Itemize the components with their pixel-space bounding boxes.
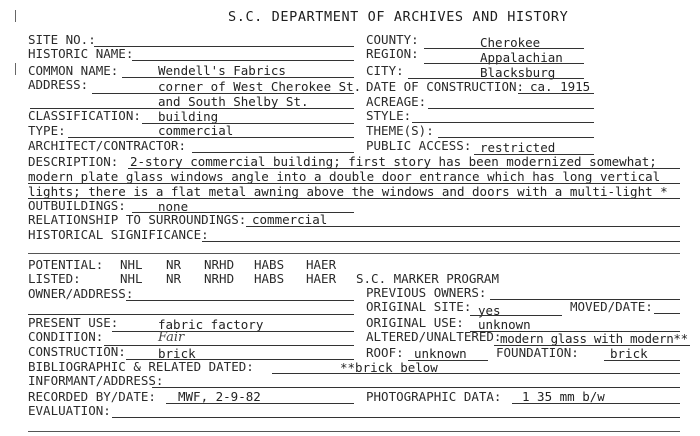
architect-label: ARCHITECT/CONTRACTOR: — [28, 138, 187, 153]
owner-label: OWNER/ADDRESS: — [28, 286, 134, 301]
date-of-construction-value: ca. 1915 — [530, 79, 591, 94]
listed-habs: HABS — [254, 271, 285, 286]
region-value: Appalachian — [480, 50, 563, 65]
listed-label: LISTED: — [28, 271, 81, 286]
public-access-value: restricted — [480, 140, 556, 155]
description-label: DESCRIPTION: — [28, 154, 119, 169]
architect-line — [192, 152, 354, 153]
original-site-line — [470, 315, 562, 316]
informant-label: INFORMANT/ADDRESS: — [28, 373, 164, 388]
county-line — [424, 48, 584, 49]
county-label: COUNTY: — [366, 32, 419, 47]
description-line2: modern plate glass windows angle into a double door entrance which has long vertical — [28, 169, 661, 184]
city-value: Blacksburg — [480, 65, 556, 80]
condition-label: CONDITION: — [28, 329, 104, 344]
bibliographic-note: **brick below — [340, 360, 438, 375]
common-name-line — [122, 77, 354, 78]
bibliographic-line — [272, 373, 680, 374]
themes-label: THEME(S): — [366, 123, 434, 138]
altered-label: ALTERED/UNALTERED: — [366, 329, 502, 344]
recorded-line — [166, 403, 354, 404]
city-label: CITY: — [366, 63, 404, 78]
significance-rule-2 — [28, 253, 680, 254]
marker-program-label: S.C. MARKER PROGRAM — [356, 271, 499, 286]
relationship-value: commercial — [252, 212, 328, 227]
public-access-label: PUBLIC ACCESS: — [366, 138, 472, 153]
original-site-label: ORIGINAL SITE: — [366, 299, 472, 314]
historic-name-line — [132, 60, 354, 61]
altered-value: modern glass with modern** — [500, 331, 688, 346]
foundation-line — [604, 360, 680, 361]
classification-label: CLASSIFICATION: — [28, 108, 141, 123]
date-of-construction-label: DATE OF CONSTRUCTION: — [366, 79, 525, 94]
roof-label: ROOF: — [366, 345, 404, 360]
listed-nrhd: NRHD — [204, 271, 235, 286]
county-value: Cherokee — [480, 35, 541, 50]
potential-nr: NR — [166, 257, 182, 272]
recorded-label: RECORDED BY/DATE: — [28, 389, 156, 404]
style-label: STYLE: — [366, 108, 412, 123]
potential-habs: HABS — [254, 257, 285, 272]
outbuildings-value: none — [158, 199, 189, 214]
listed-nr: NR — [166, 271, 182, 286]
evaluation-label: EVALUATION: — [28, 403, 111, 418]
description-line3: lights; there is a flat metal awning above the windows and doors with a multi-light * — [28, 184, 668, 199]
owner-rule-1 — [126, 300, 354, 301]
original-site-value: yes — [478, 303, 501, 318]
left-margin-mark — [15, 10, 16, 22]
relationship-line — [246, 226, 680, 227]
potential-haer: HAER — [306, 257, 337, 272]
condition-value: Fair — [158, 330, 185, 345]
bibliographic-label: BIBLIOGRAPHIC & RELATED DATED: — [28, 359, 254, 374]
site-no-label: SITE NO.: — [28, 32, 96, 47]
description-line1: 2-story commercial building; first story has been modernized somewhat; — [130, 154, 657, 169]
potential-label: POTENTIAL: — [28, 257, 104, 272]
moved-date-line — [654, 313, 680, 314]
previous-owners-label: PREVIOUS OWNERS: — [366, 285, 487, 300]
informant-line — [152, 387, 680, 388]
significance-rule-1 — [202, 241, 680, 242]
photographic-line — [512, 403, 680, 404]
classification-value: building — [158, 109, 219, 124]
potential-nrhd: NRHD — [204, 257, 235, 272]
foundation-value: brick — [610, 346, 648, 361]
region-line — [424, 63, 584, 64]
acreage-line — [428, 108, 594, 109]
page-title: S.C. DEPARTMENT OF ARCHIVES AND HISTORY — [228, 9, 569, 25]
construction-label: CONSTRUCTION: — [28, 344, 126, 359]
significance-label: HISTORICAL SIGNIFICANCE: — [28, 227, 209, 242]
original-use-value: unknown — [478, 317, 531, 332]
type-label: TYPE: — [28, 123, 66, 138]
listed-nhl: NHL — [120, 271, 143, 286]
evaluation-rule-1 — [112, 417, 680, 418]
common-name-label: COMMON NAME: — [28, 63, 119, 78]
recorded-value: MWF, 2-9-82 — [178, 389, 261, 404]
date-of-construction-line — [518, 93, 594, 94]
historic-name-label: HISTORIC NAME: — [28, 46, 134, 61]
present-use-value: fabric factory — [158, 317, 264, 332]
relationship-label: RELATIONSHIP TO SURROUNDINGS: — [28, 212, 247, 227]
foundation-label: FOUNDATION: — [496, 345, 579, 360]
original-use-label: ORIGINAL USE: — [366, 315, 464, 330]
acreage-label: ACREAGE: — [366, 94, 427, 109]
listed-haer: HAER — [306, 271, 337, 286]
roof-value: unknown — [414, 346, 467, 361]
address-label: ADDRESS: — [28, 77, 89, 92]
left-margin-mark — [15, 63, 16, 75]
present-use-label: PRESENT USE: — [28, 315, 119, 330]
condition-line — [104, 345, 354, 346]
moved-date-label: MOVED/DATE: — [570, 299, 653, 314]
evaluation-rule-2 — [28, 431, 680, 432]
photographic-value: 1 35 mm b/w — [522, 389, 605, 404]
address-value-line1: corner of West Cherokee St. — [158, 79, 362, 94]
outbuildings-label: OUTBUILDINGS: — [28, 198, 126, 213]
potential-nhl: NHL — [120, 257, 143, 272]
address-value-line2: and South Shelby St. — [158, 94, 309, 109]
style-line — [412, 122, 594, 123]
photographic-label: PHOTOGRAPHIC DATA: — [366, 389, 502, 404]
type-value: commercial — [158, 123, 234, 138]
region-label: REGION: — [366, 46, 419, 61]
construction-value: brick — [158, 346, 196, 361]
present-use-line — [112, 331, 354, 332]
common-name-value: Wendell's Fabrics — [158, 63, 286, 78]
